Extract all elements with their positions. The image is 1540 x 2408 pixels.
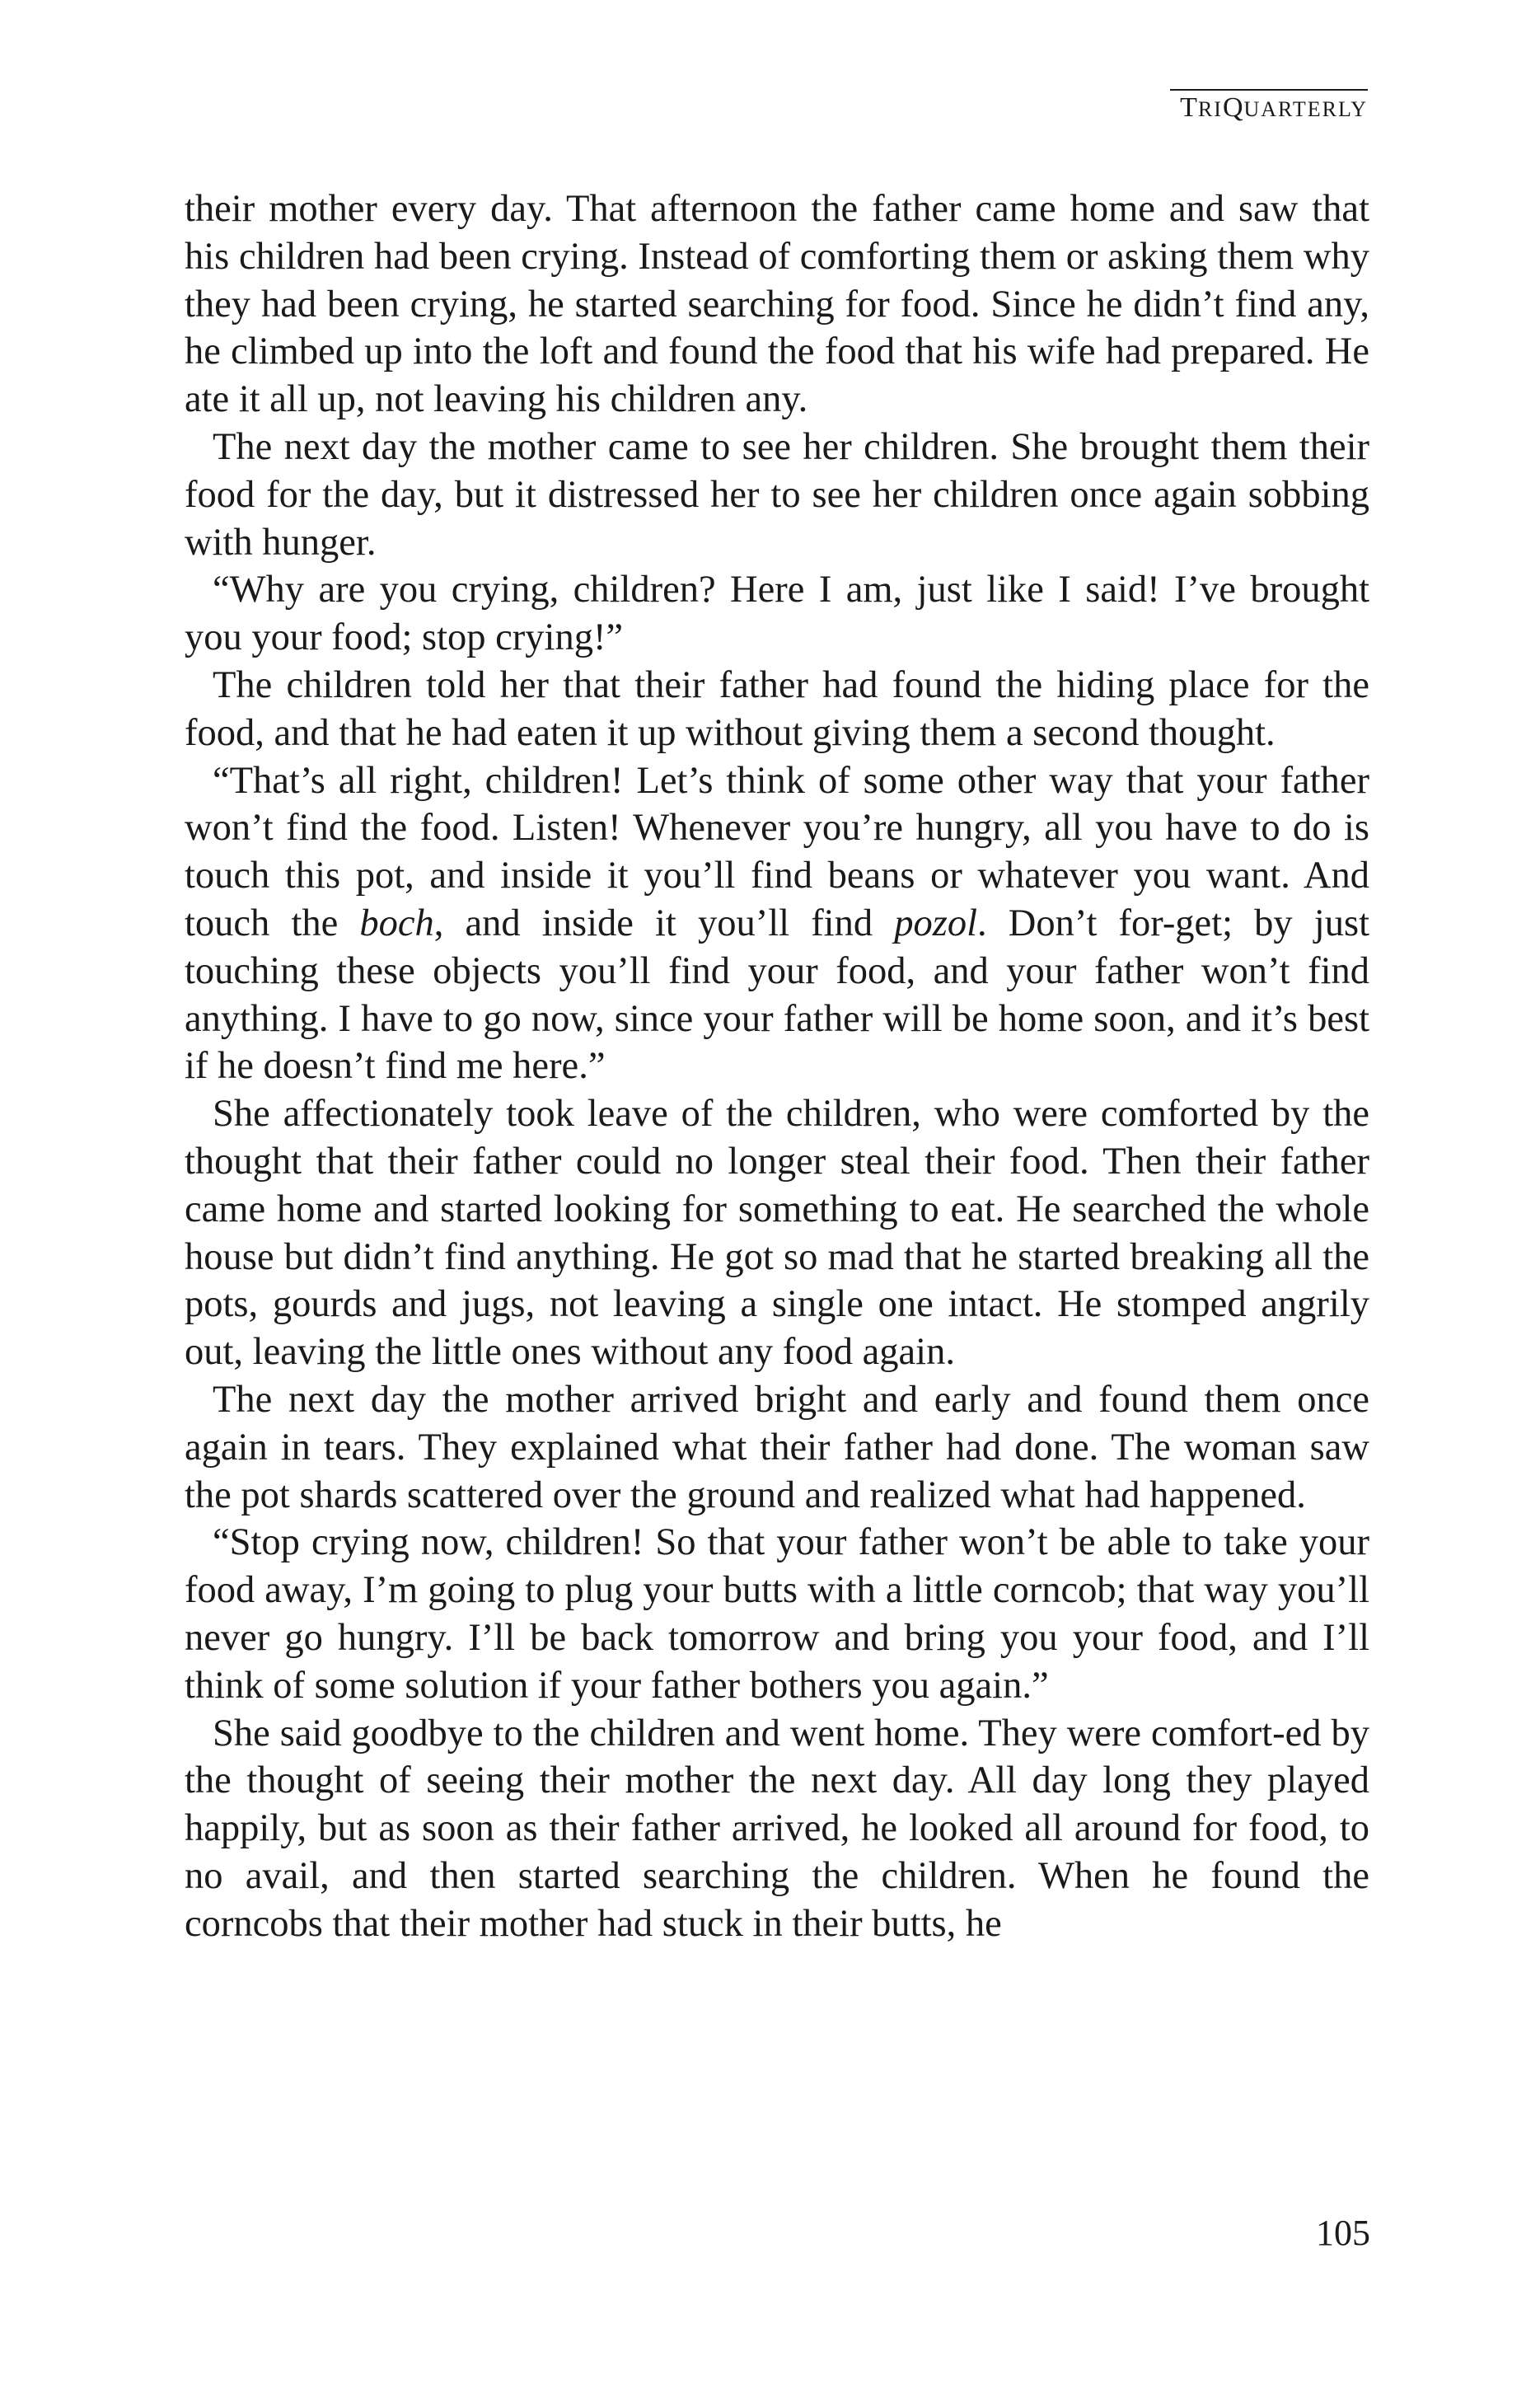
paragraph (185, 757, 1369, 1091)
text-run: . Don’t for-get; by just touching these objects you’ll find your food, and your father won’t find anything. I have to go now, since your father will be home soon, and it’s best if he doesn’t find me here.” (185, 902, 1369, 1088)
page-number: 105 (1316, 2213, 1370, 2253)
paragraph (185, 662, 1369, 757)
paragraph (185, 424, 1369, 566)
paragraph (185, 1090, 1369, 1376)
paragraph (185, 1376, 1369, 1519)
text-run: “That’s all right, children! Let’s think of some other way that your father won’t find the food. Listen! Whenever you’re hungry, all you have to do is touch this pot, and inside it you’ll find beans or whatever you want. And touch the (185, 759, 1369, 944)
text-run: She affectionately took leave of the children, who were comforted by the thought that their father could no longer steal their food. Then their father came home and started looking for something to eat. He searched the whole house but didn’t find anything. He got so mad that he started breaking all the pots, gourds and jugs, not leaving a single one intact. He stomped angrily out, leaving the little ones without any food again. (185, 1093, 1369, 1374)
paragraph (185, 185, 1369, 424)
running-head-small-caps: RI (1197, 97, 1223, 121)
running-head-letter: T (1180, 92, 1198, 123)
text-run: The next day the mother arrived bright and early and found them once again in tears. They explained what their father had done. The woman saw the pot shards scattered over the ground and realized what had happened. (185, 1378, 1369, 1516)
paragraph (185, 1519, 1369, 1709)
text-run: She said goodbye to the children and went home. They were comfort-ed by the thought of seeing their mother the next day. All day long they played happily, but as soon as their father arrived, he looked all around for food, to no avail, and then started searching the children. When he found the corncobs that their mother had stuck in their butts, he (185, 1712, 1369, 1945)
body-text (185, 185, 1369, 1947)
italic-term-boch: boch (359, 902, 434, 944)
paragraph (185, 1710, 1369, 1948)
running-head-letter: Q (1222, 92, 1244, 123)
text-run: their mother every day. That afternoon the father came home and saw that his children had been crying. Instead of comforting them or asking them why they had been crying, he started searching for food. Since he didn’t find any, he climbed up into the loft and found the food that his wife had prepared. He ate it all up, not leaving his children any. (185, 188, 1369, 421)
text-run: The children told her that their father had found the hiding place for the food, and that he had eaten it up without giving them a second thought. (185, 663, 1369, 754)
text-run: “Stop crying now, children! So that your father won’t be able to take your food away, I’m going to plug your butts with a little corncob; that way you’ll never go hungry. I’ll be back tomorrow and bring you your food, and I’ll think of some solution if your father bothers you again.” (185, 1521, 1369, 1707)
text-run: , and inside it you’ll find (433, 902, 895, 944)
text-run: The next day the mother came to see her children. She brought them their food for the day, but it distressed her to see her children once again sobbing with hunger. (185, 425, 1369, 564)
paragraph (185, 566, 1369, 662)
running-head-small-caps: UARTERLY (1243, 97, 1368, 121)
text-run: “Why are you crying, children? Here I am, just like I said! I’ve brought you your food; stop crying!” (185, 569, 1369, 659)
running-head (1170, 89, 1368, 122)
italic-term-pozol: pozol (894, 902, 977, 944)
